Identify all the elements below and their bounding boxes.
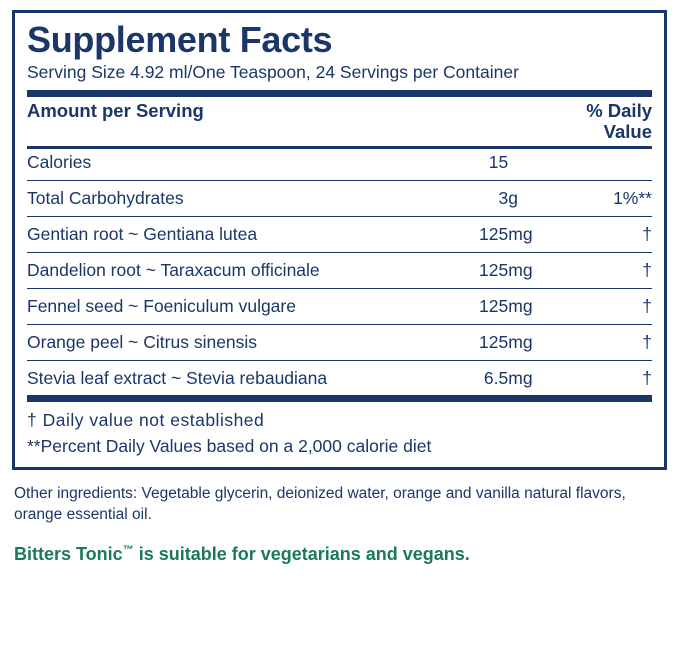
nutrient-name: Gentian root ~ Gentiana lutea — [27, 224, 258, 245]
amount-per-serving-header: Amount per Serving — [27, 99, 204, 121]
nutrient-unit: mg — [508, 260, 533, 281]
nutrient-unit: g — [508, 188, 518, 209]
nutrient-amount: 15 — [488, 152, 509, 173]
row-divider — [27, 177, 652, 185]
nutrient-daily-value: † — [642, 260, 652, 281]
nutrient-unit: mg — [508, 296, 533, 317]
row-divider — [27, 357, 652, 365]
daily-value-header-line2: Value — [603, 121, 652, 143]
nutrient-name: Stevia leaf extract ~ Stevia rebaudiana — [27, 368, 328, 389]
nutrient-daily-value — [565, 149, 653, 177]
nutrient-name: Dandelion root ~ Taraxacum officinale — [27, 260, 320, 281]
footnotes — [27, 408, 652, 459]
divider-thick-bottom — [27, 395, 652, 402]
table-row — [27, 185, 652, 213]
table-row — [27, 149, 652, 177]
nutrition-table — [27, 97, 652, 147]
nutrient-amount: 125 — [479, 260, 509, 281]
nutrient-name: Total Carbohydrates — [27, 188, 184, 209]
nutrient-daily-value: 1%** — [613, 188, 652, 209]
nutrient-name: Fennel seed ~ Foeniculum vulgare — [27, 296, 296, 317]
table-header-row — [27, 97, 652, 147]
nutrient-amount: 125 — [479, 224, 509, 245]
row-divider — [27, 285, 652, 293]
supplement-facts-box — [12, 10, 667, 470]
product-name: Bitters Tonic — [14, 543, 123, 564]
nutrient-daily-value: † — [642, 368, 652, 389]
nutrient-daily-value: † — [642, 332, 652, 353]
trademark-symbol: ™ — [122, 543, 134, 556]
table-row — [27, 257, 652, 285]
vegan-statement-text: is suitable for vegetarians and vegans. — [133, 543, 470, 564]
nutrient-unit — [508, 149, 564, 177]
table-row — [27, 329, 652, 357]
footnote-dagger: † Daily value not established — [27, 410, 265, 431]
nutrient-daily-value: † — [642, 224, 652, 245]
nutrient-unit: mg — [508, 332, 533, 353]
nutrient-amount: 125 — [479, 296, 509, 317]
table-row — [27, 221, 652, 249]
other-ingredients: Other ingredients: Vegetable glycerin, deionized water, orange and vanilla natural flavors, orange essential oil. — [14, 485, 626, 523]
nutrient-amount: 3 — [498, 188, 509, 209]
nutrient-daily-value: † — [642, 296, 652, 317]
row-divider — [27, 213, 652, 221]
row-divider — [27, 321, 652, 329]
nutrient-amount: 125 — [479, 332, 509, 353]
nutrient-name: Calories — [27, 152, 92, 173]
footnote-asterisk: **Percent Daily Values based on a 2,000 calorie diet — [27, 435, 432, 456]
vegan-statement — [14, 544, 667, 565]
table-row — [27, 293, 652, 321]
daily-value-header-line1: % Daily — [586, 99, 652, 121]
serving-size-line: Serving Size 4.92 ml/One Teaspoon, 24 Servings per Container — [27, 61, 519, 82]
daily-value-header — [482, 97, 652, 147]
nutrient-unit: mg — [508, 368, 533, 389]
nutrient-rows-table — [27, 149, 652, 393]
page-title: Supplement Facts — [27, 19, 333, 60]
divider-thick-top — [27, 90, 652, 97]
table-row — [27, 365, 652, 393]
nutrient-unit: mg — [508, 224, 533, 245]
row-divider — [27, 249, 652, 257]
nutrient-name: Orange peel ~ Citrus sinensis — [27, 332, 258, 353]
nutrient-amount: 6.5 — [483, 368, 509, 389]
